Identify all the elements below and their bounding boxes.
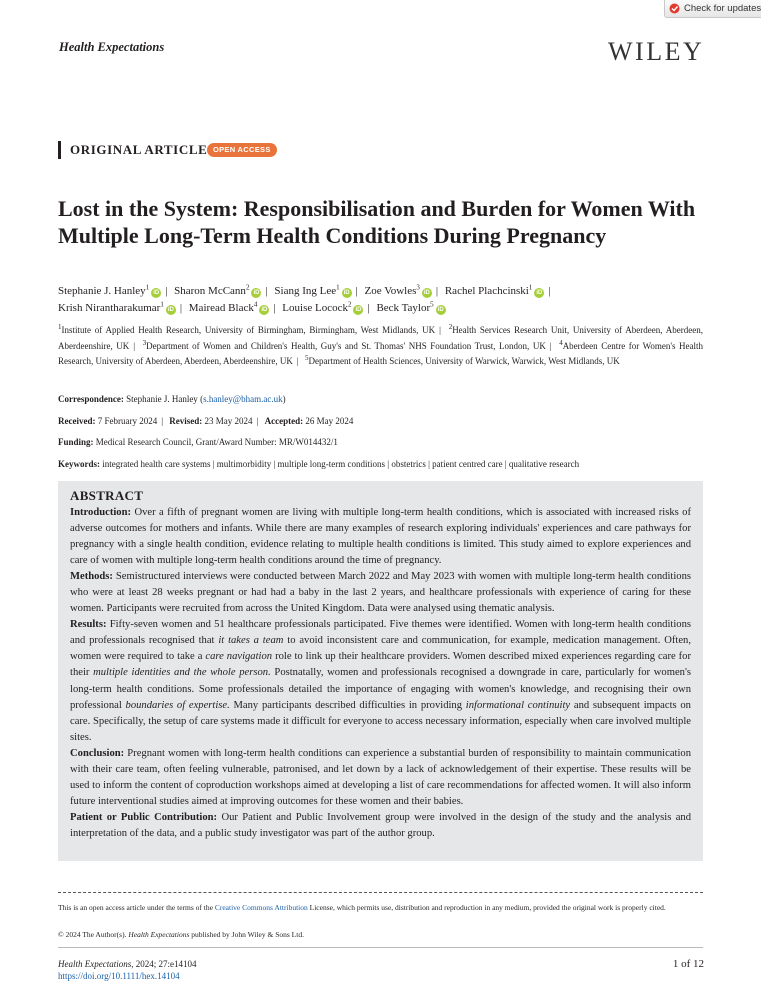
- abstract-conclusion: Conclusion: Pregnant women with long-term health conditions can experience a substantial burden of responsibility to maintain communication with their care team, often feeling vulnerable, patronised, and let down by a lack of acknowledgement of their expertise. These results will be used to inform the content of coproduction workshops aimed at developing a list of care recommendations for affected women. It will also inform future interventional studies aimed at improving outcomes for these women and their babies.: [70, 747, 691, 807]
- journal-name: Health Expectations: [59, 40, 165, 54]
- author-list: Stephanie J. Hanley$^1$iD | Sharon McCann$^2$iD | Siang Ing Lee$^1$iD | Zoe Vowles$^3$iD | Rachel Plachcinski$^1$iD | Krish Nirantharakumar$^1$iD | Mairead Black$^4$iD | Louise Locock$^2$iD | Beck Taylor$^5$iD: [58, 283, 551, 314]
- copyright: © 2024 The Author(s). Health Expectations published by John Wiley & Sons Ltd.: [58, 930, 304, 939]
- affiliations: $^1$Institute of Applied Health Research, University of Birmingham, Birmingham, West Midlands, UK | $^2$Health Services Research Unit, University of Aberdeen, Aberdeen, Aberdeenshire, UK | $^3$Department of Women and Children's Health, Guy's and St. Thomas' NHS Foundation Trust, London, UK | $^4$Aberdeen Centre for Women's Health Research, University of Aberdeen, Aberdeen, Aberdeenshire, UK | $^5$Department of Health Sciences, University of Warwick, Warwick, West Midlands, UK: [58, 323, 703, 366]
- orcid-icon[interactable]: iD: [343, 290, 350, 296]
- citation: Health Expectations, 2024; 27:e14104 https://doi.org/10.1111/hex.14104: [58, 959, 197, 981]
- abstract-results: Results: Fifty-seven women and 51 healthcare professionals participated. Five themes were identified. Women with long-term health conditions and professionals recognised that it takes a team to avoid inconsistent care and communication, for example, medication management. Often, women were required to take a care navigation role to link up their healthcare providers. Women described mixed experiences regarding care for their multiple identities and the whole person. Postnatally, women and professionals recognised a downgrade in care, particularly for women's long-term health conditions. Some professionals detailed the importance of engaging with women's knowledge, and recognising their own professional boundaries of expertise. Many participants described difficulties in providing informational continuity and subsequent impacts on care. Specifically, the setup of care systems made it difficult for everyone to access necessary information, especially when care involved multiple sites.: [70, 619, 691, 743]
- funding: Funding: Medical Research Council, Grant/Award Number: MR/W014432/1: [58, 437, 338, 447]
- orcid-icon[interactable]: iD: [536, 290, 543, 296]
- page-number: 1 of 12: [672, 958, 704, 970]
- author[interactable]: Siang Ing Lee$^1$iD: [274, 283, 350, 297]
- footer-rule: [58, 947, 703, 948]
- orcid-icon[interactable]: iD: [261, 307, 268, 313]
- email-link[interactable]: s.hanley@bham.ac.uk: [203, 394, 283, 404]
- author[interactable]: Beck Taylor$^5$iD: [376, 300, 444, 314]
- keywords: Keywords: integrated health care systems | multimorbidity | multiple long-term conditions | obstetrics | patient centred care | qualitative research: [58, 459, 580, 469]
- license-note: This is an open access article under the terms of the Creative Commons Attribution License, which permits use, distribution and reproduction in any medium, provided the original work is properly cited.: [58, 903, 666, 912]
- author[interactable]: Mairead Black$^4$iD: [188, 300, 268, 314]
- open-access-badge: OPEN ACCESS: [207, 143, 277, 157]
- abstract-heading: ABSTRACT: [70, 488, 144, 503]
- check-for-updates-label: Check for updates: [684, 3, 761, 14]
- crossmark-icon: [669, 3, 680, 14]
- article-type-bar: [58, 141, 61, 159]
- author[interactable]: Rachel Plachcinski$^1$iD: [444, 283, 543, 297]
- orcid-icon[interactable]: iD: [153, 290, 160, 296]
- author[interactable]: Zoe Vowles$^3$iD: [364, 283, 430, 297]
- author[interactable]: Krish Nirantharakumar$^1$iD: [58, 300, 174, 314]
- correspondence: Correspondence: Stephanie J. Hanley (s.hanley@bham.ac.uk): [58, 394, 286, 404]
- article-type: ORIGINAL ARTICLE: [70, 142, 208, 157]
- abstract-introduction: Introduction: Over a fifth of pregnant women are living with multiple long-term health conditions, which is associated with increased risks of adverse outcomes for mothers and infants. While there are many examples of research exploring individuals' experiences and care pathways for pregnancy with a single health condition, evidence relating to multiple health conditions is limited. This study aimed to explore experiences and care of women with multiple long-term health conditions around the time of pregnancy.: [70, 507, 691, 567]
- abstract-box: [58, 481, 703, 861]
- author[interactable]: Louise Locock$^2$iD: [282, 300, 362, 314]
- author[interactable]: Stephanie J. Hanley$^1$iD: [58, 283, 160, 297]
- abstract-ppi: Patient or Public Contribution: Our Patient and Public Involvement group were involved in the design of the study and the analysis and interpretation of the data, and a public study investigator was part of the author group.: [70, 811, 691, 839]
- article-dates: Received: 7 February 2024 | Revised: 23 May 2024 | Accepted: 26 May 2024: [58, 416, 354, 426]
- publisher-logo: WILEY: [608, 37, 705, 66]
- orcid-icon[interactable]: iD: [167, 307, 174, 313]
- orcid-icon[interactable]: iD: [437, 307, 444, 313]
- check-for-updates-button[interactable]: [664, 0, 761, 18]
- orcid-icon[interactable]: iD: [355, 307, 362, 313]
- orcid-icon[interactable]: iD: [253, 290, 260, 296]
- orcid-icon[interactable]: iD: [423, 290, 430, 296]
- license-link[interactable]: Creative Commons Attribution: [214, 903, 308, 912]
- doi-link[interactable]: https://doi.org/10.1111/hex.14104: [58, 971, 180, 981]
- article-title: Lost in the System: Responsibilisation and Burden for Women With Multiple Long-Term Health Conditions During Pregnancy: [58, 196, 696, 248]
- abstract-methods: Methods: Semistructured interviews were conducted between March 2022 and May 2023 with women with multiple long-term health conditions who were at least 28 weeks pregnant or had had a baby in the last 2 years, and healthcare professionals with experience of caring for these women. Participants were recruited from across the United Kingdom. Data were analysed using thematic analysis.: [70, 571, 691, 615]
- author[interactable]: Sharon McCann$^2$iD: [174, 283, 260, 297]
- footer-divider: [58, 892, 703, 893]
